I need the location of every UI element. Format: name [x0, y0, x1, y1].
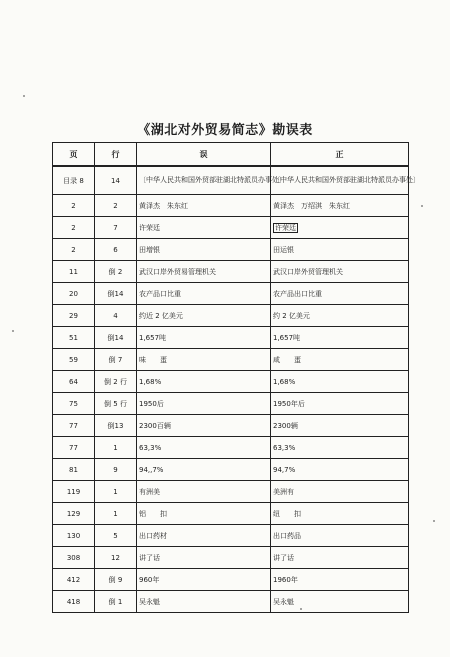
cell-page: 418	[53, 591, 95, 613]
table-row	[53, 327, 409, 349]
table-row	[53, 393, 409, 415]
cell-line: 倒 7	[95, 349, 137, 371]
cell-right: 黄泽杰 万绍淇 朱东红	[271, 195, 409, 217]
scan-speck	[433, 520, 435, 522]
cell-line: 1	[95, 481, 137, 503]
cell-page: 59	[53, 349, 95, 371]
cell-page: 130	[53, 525, 95, 547]
cell-page: 2	[53, 239, 95, 261]
cell-page: 77	[53, 415, 95, 437]
cell-line: 倒 2 行	[95, 371, 137, 393]
cell-wrong: 有洲美	[137, 481, 271, 503]
scan-speck	[23, 95, 25, 97]
table-row	[53, 525, 409, 547]
table-row	[53, 371, 409, 393]
table-row	[53, 459, 409, 481]
scan-speck	[300, 608, 302, 610]
cell-line: 14	[95, 166, 137, 195]
cell-line: 倒 5 行	[95, 393, 137, 415]
cell-wrong: 〔中华人民共和国外贸部驻湖北特派员办事处〕	[137, 166, 271, 195]
table-row	[53, 283, 409, 305]
table-row	[53, 415, 409, 437]
cell-line: 倒13	[95, 415, 137, 437]
cell-wrong: 出口药材	[137, 525, 271, 547]
cell-line: 倒 2	[95, 261, 137, 283]
cell-page: 129	[53, 503, 95, 525]
errata-table	[52, 142, 420, 613]
table-row	[53, 437, 409, 459]
cell-right: 1,68%	[271, 371, 409, 393]
cell-wrong: 94,,7%	[137, 459, 271, 481]
cell-line: 5	[95, 525, 137, 547]
cell-right: 94,7%	[271, 459, 409, 481]
boxed-correction: 许荣廷	[275, 223, 296, 232]
cell-right: 吴永魁	[271, 591, 409, 613]
table-row	[53, 591, 409, 613]
cell-wrong: 吴永魁	[137, 591, 271, 613]
cell-page: 29	[53, 305, 95, 327]
cell-page: 64	[53, 371, 95, 393]
scan-speck	[421, 205, 423, 207]
cell-line: 9	[95, 459, 137, 481]
cell-line: 1	[95, 503, 137, 525]
cell-right: 农产品出口比重	[271, 283, 409, 305]
cell-right: 1,657吨	[271, 327, 409, 349]
cell-right	[271, 217, 409, 239]
cell-line: 4	[95, 305, 137, 327]
table-row	[53, 166, 409, 195]
cell-line: 6	[95, 239, 137, 261]
page-title: 《湖北对外贸易简志》勘误表	[137, 123, 313, 138]
table-row	[53, 547, 409, 569]
cell-page: 目录 8	[53, 166, 95, 195]
header-wrong: 误	[137, 143, 271, 167]
cell-wrong: 黄泽杰 朱东红	[137, 195, 271, 217]
cell-line: 倒14	[95, 283, 137, 305]
scan-speck	[12, 330, 14, 332]
cell-page: 77	[53, 437, 95, 459]
cell-page: 75	[53, 393, 95, 415]
cell-right: 2300辆	[271, 415, 409, 437]
cell-wrong: 铝 扣	[137, 503, 271, 525]
cell-wrong: 1950后	[137, 393, 271, 415]
cell-page: 308	[53, 547, 95, 569]
cell-line: 1	[95, 437, 137, 459]
cell-wrong: 63,3%	[137, 437, 271, 459]
cell-right: 武汉口岸外贸管理机关	[271, 261, 409, 283]
cell-right: 约 2 亿美元	[271, 305, 409, 327]
cell-page: 11	[53, 261, 95, 283]
cell-wrong: 960年	[137, 569, 271, 591]
cell-right: 纽 扣	[271, 503, 409, 525]
cell-wrong: 2300百辆	[137, 415, 271, 437]
cell-page: 2	[53, 195, 95, 217]
cell-right: 田运银	[271, 239, 409, 261]
cell-right: 讲了话	[271, 547, 409, 569]
header-page: 页	[53, 143, 95, 167]
table-row	[53, 239, 409, 261]
cell-line: 倒14	[95, 327, 137, 349]
table-row	[53, 261, 409, 283]
cell-right: 出口药品	[271, 525, 409, 547]
cell-line: 2	[95, 195, 137, 217]
cell-wrong: 许荣廷	[137, 217, 271, 239]
cell-wrong: 田增银	[137, 239, 271, 261]
cell-line: 7	[95, 217, 137, 239]
cell-page: 2	[53, 217, 95, 239]
cell-wrong: 味 蛋	[137, 349, 271, 371]
cell-page: 20	[53, 283, 95, 305]
cell-right: 1960年	[271, 569, 409, 591]
cell-wrong: 武汉口岸外贸易管理机关	[137, 261, 271, 283]
table-body	[53, 166, 420, 613]
table-row	[53, 195, 409, 217]
cell-page: 412	[53, 569, 95, 591]
table-row	[53, 503, 409, 525]
table-row	[53, 481, 409, 503]
cell-wrong: 1,657吨	[137, 327, 271, 349]
cell-line: 倒 9	[95, 569, 137, 591]
cell-page: 51	[53, 327, 95, 349]
table-row	[53, 349, 409, 371]
cell-right: 美洲有	[271, 481, 409, 503]
table-row	[53, 569, 409, 591]
cell-right: 咸 蛋	[271, 349, 409, 371]
header-line: 行	[95, 143, 137, 167]
table-row	[53, 217, 409, 239]
cell-wrong: 约近 2 亿美元	[137, 305, 271, 327]
cell-wrong: 农产品口比重	[137, 283, 271, 305]
cell-right: 63,3%	[271, 437, 409, 459]
cell-page: 81	[53, 459, 95, 481]
cell-line: 倒 1	[95, 591, 137, 613]
header-row	[53, 143, 409, 167]
table-row	[53, 305, 409, 327]
cell-right: 〔中华人民共和国外贸部驻湖北特派员办事处〕	[271, 166, 409, 195]
header-right: 正	[271, 143, 409, 167]
cell-wrong: 1,68%	[137, 371, 271, 393]
cell-wrong: 讲了话	[137, 547, 271, 569]
cell-page: 119	[53, 481, 95, 503]
cell-line: 12	[95, 547, 137, 569]
cell-right: 1950年后	[271, 393, 409, 415]
